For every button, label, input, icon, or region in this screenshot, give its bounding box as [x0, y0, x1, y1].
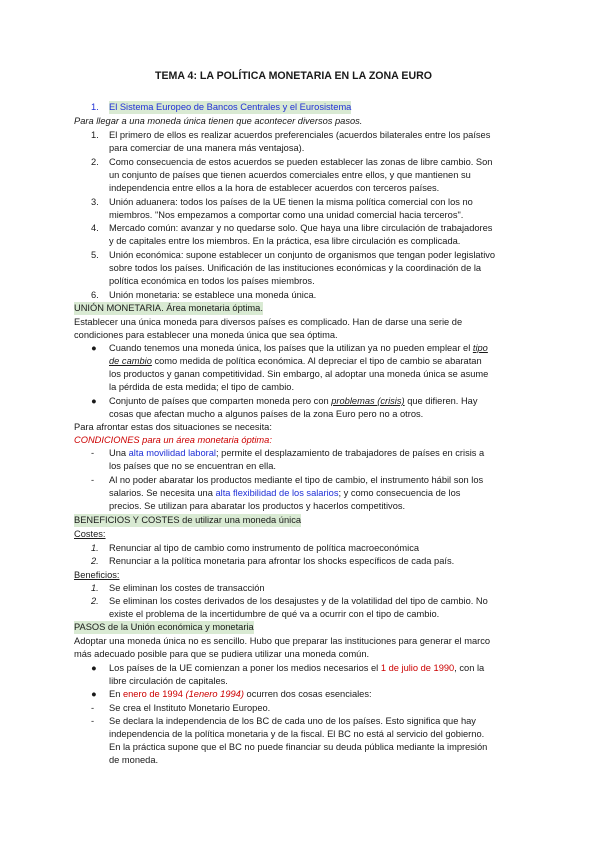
dash-line: Se crea el Instituto Monetario Europeo. — [109, 703, 271, 713]
dash-marker: - — [91, 448, 95, 458]
dash-line: En la práctica supone que el BC no puede financiar su deuda pública mediante la impresión — [109, 742, 488, 752]
list-item-line: y de capitales entre los miembros. En la práctica, esa libre circulación es complicada. — [109, 236, 461, 246]
list-item-line: un conjunto de países que tienen acuerdos comerciales entre ellos, y que mantienen su — [109, 170, 471, 180]
bullet-line: cosas que afectan mucho a algunos países de la zona Euro pero no a otros. — [109, 409, 424, 419]
list-item-line: miembros. "Nos empezamos a comportar como una unidad comercial hacia terceros". — [109, 210, 464, 220]
paragraph-line: condiciones para establecer una moneda única que sea óptima. — [74, 330, 338, 340]
dash-line: Se declara la independencia de los BC de cada uno de los países. Esto significa que hay — [109, 716, 476, 726]
paragraph-line: Adoptar una moneda única no es sencillo. Hubo que preparar las instituciones para generar el marco — [74, 636, 491, 646]
list-item-line: Unión económica: supone establecer un conjunto de organismos que tengan poder legislativo — [109, 250, 496, 260]
list-item-line: Como consecuencia de estos acuerdos se pueden establecer las zonas de libre cambio. Son — [109, 157, 493, 167]
subsection-heading: BENEFICIOS Y COSTES de utilizar una moneda única — [74, 515, 302, 525]
bullet-line: Los países de la UE comienzan a poner los medios necesarios el 1 de julio de 1990, con la — [109, 663, 485, 673]
list-number: 4. — [91, 223, 99, 233]
bullet-marker: ● — [91, 689, 97, 699]
list-number: 3. — [91, 197, 99, 207]
bullet-marker: ● — [91, 663, 97, 673]
list-item-line: para comerciar de una manera más ventajosa). — [109, 143, 305, 153]
list-item-line: Se eliminan los costes derivados de los desajustes y de la volatilidad del tipo de cambio. No — [109, 596, 488, 606]
document-title: TEMA 4: LA POLÍTICA MONETARIA EN LA ZONA EURO — [155, 70, 432, 82]
paragraph-line: más adecuado posible para que se pudiera utilizar una moneda común. — [74, 649, 370, 659]
dash-line: salarios. Se necesita una alta flexibilidad de los salarios; y como consecuencia de los — [109, 488, 461, 498]
list-number: 5. — [91, 250, 99, 260]
dash-line: Al no poder abaratar los productos mediante el tipo de cambio, el instrumento hábil son los — [109, 475, 484, 485]
dash-marker: - — [91, 475, 95, 485]
dash-marker: - — [91, 703, 95, 713]
list-number: 1. — [91, 130, 99, 140]
bullet-line: Cuando tenemos una moneda única, los países que la utilizan ya no pueden emplear el tipo — [109, 343, 488, 353]
bullet-line: Conjunto de países que comparten moneda pero con problemas (crisis) que difieren. Hay — [109, 396, 478, 406]
subsection-heading: PASOS de la Unión económica y monetaria — [74, 622, 254, 632]
bullet-line: libre circulación de capitales. — [109, 676, 228, 686]
costes-label: Costes: — [74, 529, 106, 539]
list-number: 2. — [91, 556, 99, 566]
bullet-line: la pérdida de esta medida; el tipo de cambio. — [109, 382, 295, 392]
list-item-line: El primero de ellos es realizar acuerdos preferenciales (acuerdos bilaterales entre los países — [109, 130, 491, 140]
subsection-heading: UNIÓN MONETARIA. Área monetaria óptima. — [74, 303, 263, 313]
dash-marker: - — [91, 716, 95, 726]
section-heading: El Sistema Europeo de Bancos Centrales y el Eurosistema — [109, 102, 352, 112]
list-number: 1. — [91, 583, 99, 593]
list-item-line: existe el problema de la incertidumbre de qué va a ocurrir con el tipo de cambio. — [109, 609, 440, 619]
bullet-line: de cambio como medida de política económica. Al depreciar el tipo de cambio se abaratan — [109, 356, 482, 366]
list-number: 6. — [91, 290, 99, 300]
section-number: 1. — [91, 102, 99, 112]
list-item-line: Unión monetaria: se establece una moneda única. — [109, 290, 317, 300]
list-item-line: Se eliminan los costes de transacción — [109, 583, 265, 593]
dash-line: de moneda. — [109, 755, 159, 765]
intro-text: Para llegar a una moneda única tienen que acontecer diversos pasos. — [74, 116, 363, 126]
dash-line: Una alta movilidad laboral; permite el desplazamiento de trabajadores de países en crisis a — [109, 448, 485, 458]
list-item-line: Renunciar a la política monetaria para afrontar los shocks específicos de cada país. — [109, 556, 455, 566]
list-item-line: Mercado común: avanzar y no quedarse solo. Que haya una libre circulación de trabajadores — [109, 223, 493, 233]
beneficios-label: Beneficios: — [74, 570, 120, 580]
dash-line: independencia de la política monetaria y de la fiscal. El BC no está al servicio del gobierno. — [109, 729, 485, 739]
dash-line: precios. Se utilizan para abaratar los productos y hacerlos competitivos. — [109, 501, 406, 511]
paragraph-line: Establecer una única moneda para diversos países es complicado. Han de darse una serie de — [74, 317, 463, 327]
list-item-line: independencia entre ellos a la hora de establecer acuerdos con terceros países. — [109, 183, 440, 193]
conditions-heading: CONDICIONES para un área monetaria óptima: — [74, 435, 272, 445]
list-item-line: Unión aduanera: todos los países de la UE tienen la misma política comercial con los no — [109, 197, 473, 207]
list-number: 2. — [91, 596, 99, 606]
list-number: 2. — [91, 157, 99, 167]
list-number: 1. — [91, 543, 99, 553]
list-item-line: Renunciar al tipo de cambio como instrumento de política macroeconómica — [109, 543, 420, 553]
bullet-marker: ● — [91, 343, 97, 353]
bullet-line: En enero de 1994 (1enero 1994) ocurren dos cosas esenciales: — [109, 689, 372, 699]
paragraph-line: Para afrontar estas dos situaciones se necesita: — [74, 422, 272, 432]
bullet-marker: ● — [91, 396, 97, 406]
bullet-line: los productos y ganan competitividad. Sin embargo, al adoptar una moneda única se asume — [109, 369, 489, 379]
list-item-line: política económica en todos los países miembros. — [109, 276, 315, 286]
dash-line: los países que no se encuentran en ella. — [109, 461, 276, 471]
list-item-line: sobre todos los países. Unificación de las instituciones económicas y la coordinación de la — [109, 263, 482, 273]
